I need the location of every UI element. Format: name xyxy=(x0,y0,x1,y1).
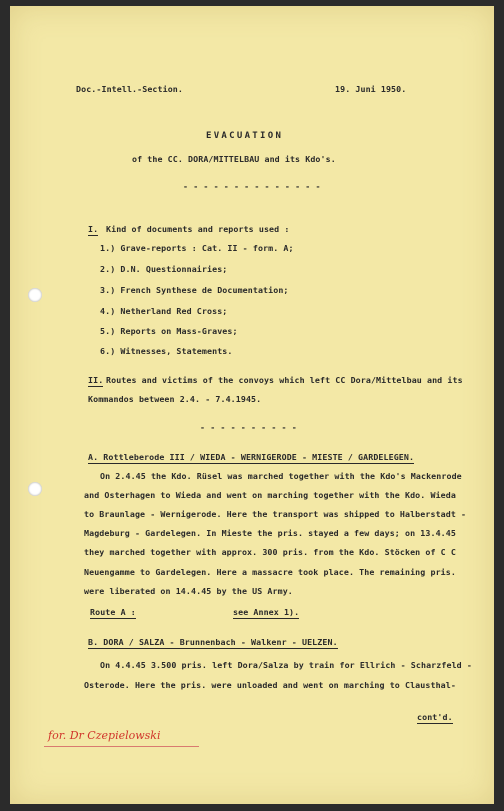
section-a-heading: A. Rottleberode III / WIEDA - WERNIGERODE - MIESTE / GARDELEGEN. xyxy=(88,452,415,462)
doc-title: EVACUATION xyxy=(206,131,284,141)
header-date: 19. Juni 1950. xyxy=(335,84,407,94)
doc-list-item: 5.) Reports on Mass-Graves; xyxy=(100,326,238,336)
doc-list-item: 1.) Grave-reports : Cat. II - form. A; xyxy=(100,243,294,253)
continued-marker: cont'd. xyxy=(417,712,453,722)
separator-2: - - - - - - - - - - xyxy=(200,422,297,432)
section-2-line: Routes and victims of the convoys which left CC Dora/Mittelbau and its xyxy=(106,375,463,385)
section-a-line: and Osterhagen to Wieda and went on marching together with the Kdo. Wieda xyxy=(84,490,456,500)
section-1-heading: Kind of documents and reports used : xyxy=(106,224,290,234)
handwritten-note: for. Dr Czepielowski xyxy=(48,729,161,742)
section-a-line: Magdeburg - Gardelegen. In Mieste the pris. stayed a few days; on 13.4.45 xyxy=(84,528,456,538)
section-b-line: On 4.4.45 3.500 pris. left Dora/Salza by train for Ellrich - Scharzfeld - xyxy=(100,660,472,670)
doc-list-item: 3.) French Synthese de Documentation; xyxy=(100,285,289,295)
route-a-label: Route A : xyxy=(90,607,136,617)
section-1-number: I. xyxy=(88,224,99,234)
section-a-line: they marched together with approx. 300 pris. from the Kdo. Stöcken of C C xyxy=(84,547,456,557)
section-a-line: were liberated on 14.4.45 by the US Army. xyxy=(84,586,293,596)
section-b-line: Osterode. Here the pris. were unloaded and went on marching to Clausthal- xyxy=(84,680,456,690)
section-a-line: On 2.4.45 the Kdo. Rüsel was marched together with the Kdo's Mackenrode xyxy=(100,471,462,481)
doc-subtitle: of the CC. DORA/MITTELBAU and its Kdo's. xyxy=(132,154,336,164)
separator-1: - - - - - - - - - - - - - - xyxy=(183,181,321,191)
section-b-heading: B. DORA / SALZA - Brunnenbach - Walkenr - UELZEN. xyxy=(88,637,338,647)
section-2-line: Kommandos between 2.4. - 7.4.1945. xyxy=(88,394,262,404)
handwritten-underline xyxy=(44,746,199,747)
section-2-number: II. xyxy=(88,375,104,385)
section-a-line: Neuengamme to Gardelegen. Here a massacre took place. The remaining pris. xyxy=(84,567,456,577)
doc-list-item: 6.) Witnesses, Statements. xyxy=(100,346,233,356)
section-a-line: to Braunlage - Wernigerode. Here the transport was shipped to Halberstadt - xyxy=(84,509,467,519)
punch-hole-bottom xyxy=(28,482,42,496)
document-page xyxy=(10,6,494,804)
route-a-reference: see Annex 1). xyxy=(233,607,300,617)
punch-hole-top xyxy=(28,288,42,302)
header-department: Doc.-Intell.-Section. xyxy=(76,84,183,94)
doc-list-item: 4.) Netherland Red Cross; xyxy=(100,306,228,316)
doc-list-item: 2.) D.N. Questionnairies; xyxy=(100,264,228,274)
